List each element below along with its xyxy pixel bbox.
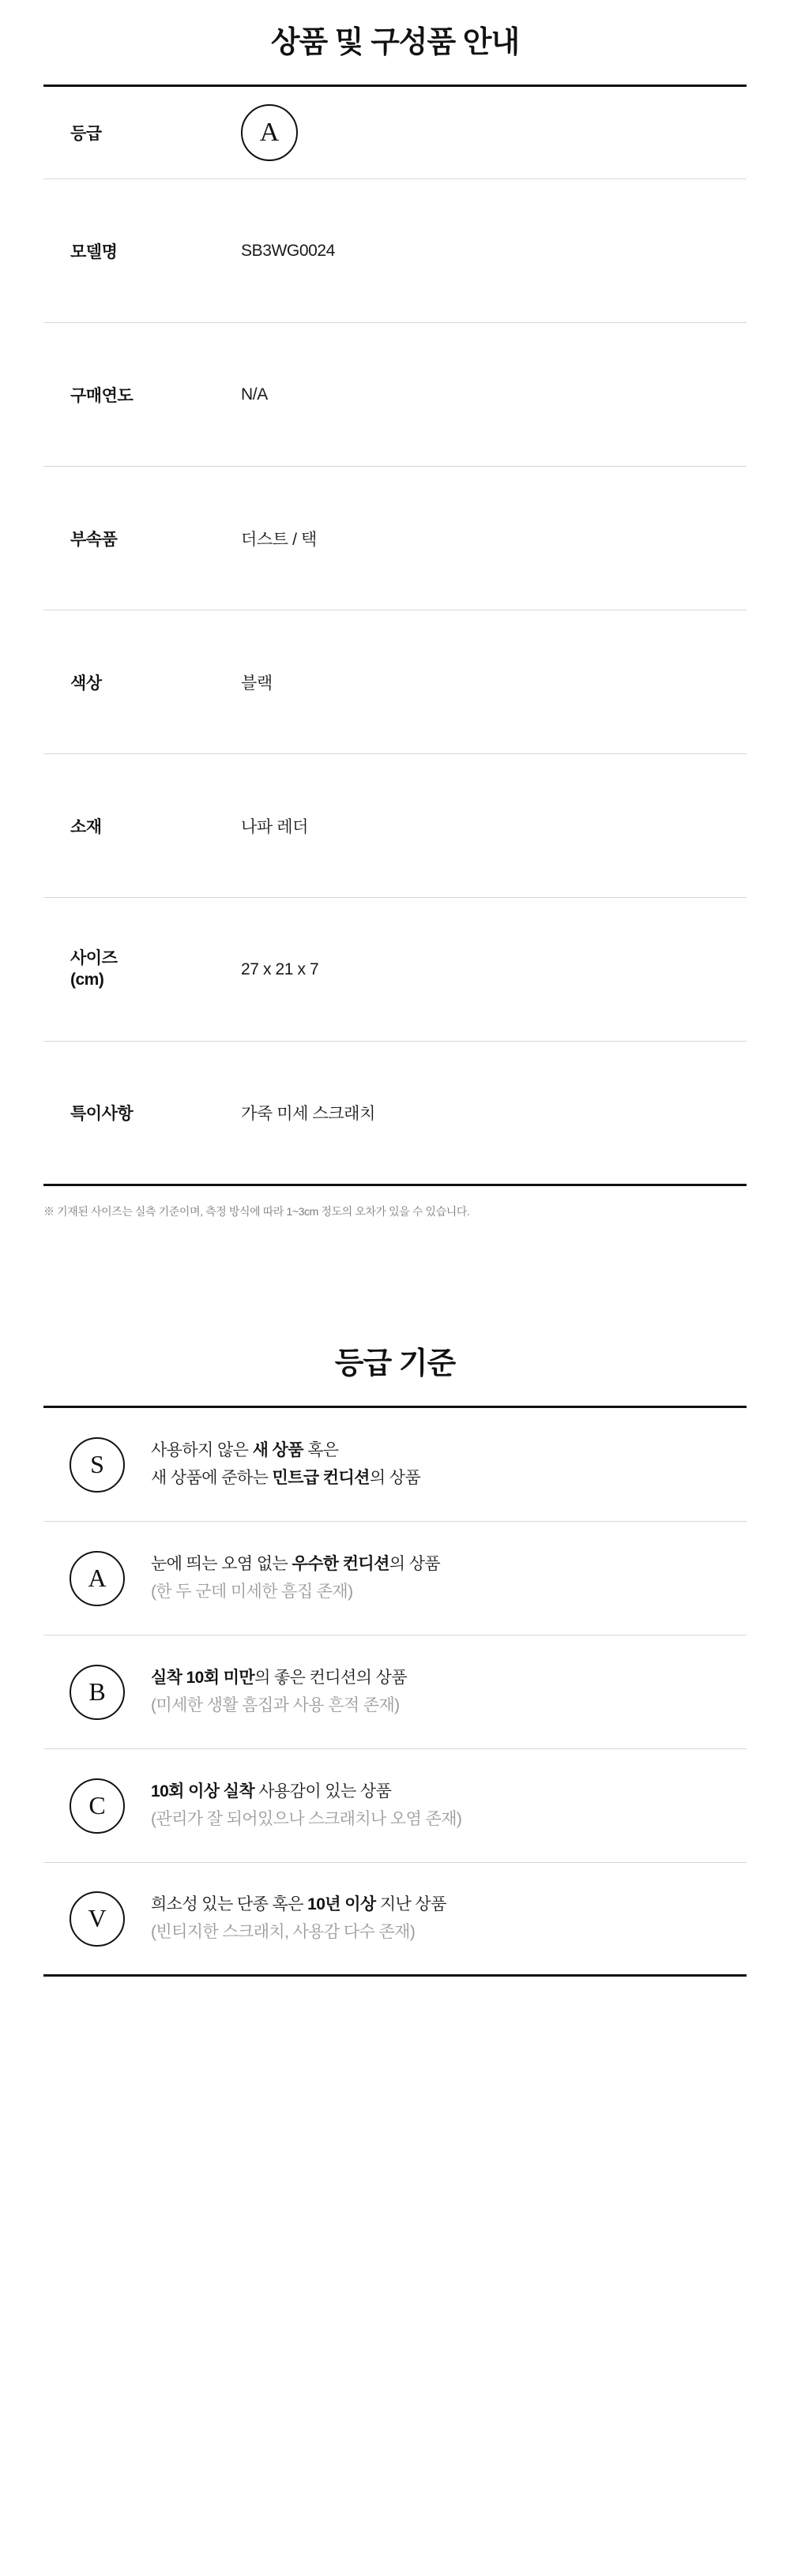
table-row bbox=[43, 86, 747, 179]
spec-table bbox=[43, 84, 747, 1186]
grade-line-2 bbox=[151, 1465, 731, 1492]
grade-line-sub: (한 두 군데 미세한 흠집 존재) bbox=[151, 1582, 353, 1601]
grade-line-1 bbox=[151, 1891, 731, 1918]
text-part: 새 상품에 준하는 bbox=[151, 1468, 273, 1487]
spec-value-accessories: 더스트 / 택 bbox=[241, 530, 317, 549]
product-info-section bbox=[0, 0, 790, 1220]
grade-section-title: 등급 기준 bbox=[334, 1347, 456, 1380]
grade-badge-icon: A bbox=[241, 104, 298, 161]
spec-label-material: 소재 bbox=[70, 817, 102, 836]
text-part: 눈에 띄는 오염 없는 bbox=[151, 1555, 292, 1574]
grade-row-v bbox=[43, 1863, 747, 1977]
grade-b-icon: B bbox=[70, 1665, 125, 1720]
spec-label-accessories: 부속품 bbox=[70, 530, 118, 549]
text-emphasis: 민트급 컨디션 bbox=[272, 1468, 370, 1487]
grade-line-sub: (관리가 잘 되어있으나 스크래치나 오염 존재) bbox=[151, 1809, 462, 1828]
text-emphasis: 10년 이상 bbox=[307, 1895, 376, 1914]
text-emphasis: 10회 이상 실착 bbox=[151, 1782, 255, 1801]
spec-label-color: 색상 bbox=[70, 674, 102, 693]
grade-line-sub: (미세한 생활 흠집과 사용 흔적 존재) bbox=[151, 1695, 400, 1714]
table-row bbox=[43, 1042, 747, 1185]
spec-label-size-line1: 사이즈 bbox=[70, 949, 118, 968]
table-row bbox=[43, 323, 747, 467]
spec-label-grade: 등급 bbox=[70, 125, 102, 143]
table-row bbox=[43, 610, 747, 754]
grade-a-icon: A bbox=[70, 1551, 125, 1606]
spec-value-size: 27 x 21 x 7 bbox=[241, 959, 319, 978]
spec-label-purchase-year: 구매연도 bbox=[70, 386, 134, 405]
text-part: 의 상품 bbox=[369, 1468, 421, 1487]
spec-label-size bbox=[43, 898, 209, 1042]
spec-value-color: 블랙 bbox=[241, 674, 273, 693]
grade-row-a bbox=[43, 1522, 747, 1635]
grade-line-1 bbox=[151, 1551, 731, 1578]
text-part: 사용감이 있는 상품 bbox=[254, 1782, 392, 1801]
table-row bbox=[43, 467, 747, 610]
grade-description bbox=[151, 1778, 747, 1832]
grade-badge-cell bbox=[43, 1891, 151, 1947]
grade-description bbox=[151, 1551, 747, 1605]
spec-value-purchase-year: N/A bbox=[241, 385, 268, 404]
spec-label-model: 모델명 bbox=[70, 242, 118, 261]
text-part: 의 상품 bbox=[389, 1555, 441, 1574]
size-footnote: ※ 기재된 사이즈는 실측 기준이며, 측정 방식에 따라 1~3cm 정도의 오차가 있을 수 있습니다. bbox=[43, 1205, 470, 1218]
grade-line-1 bbox=[151, 1665, 731, 1692]
text-part: 사용하지 않은 bbox=[151, 1441, 253, 1460]
grade-v-icon: V bbox=[70, 1891, 125, 1947]
text-emphasis: 우수한 컨디션 bbox=[292, 1555, 389, 1574]
grade-badge-cell bbox=[43, 1665, 151, 1720]
text-part: 희소성 있는 단종 혹은 bbox=[151, 1895, 308, 1914]
grade-criteria-section bbox=[0, 1339, 790, 1977]
grade-description bbox=[151, 1665, 747, 1718]
page-title: 상품 및 구성품 안내 bbox=[270, 26, 520, 59]
grade-row-c bbox=[43, 1749, 747, 1863]
grade-badge-cell bbox=[43, 1778, 151, 1834]
spec-label-notes: 특이사항 bbox=[70, 1105, 134, 1123]
text-part: 의 좋은 컨디션의 상품 bbox=[254, 1669, 407, 1688]
text-part: 지난 상품 bbox=[375, 1895, 446, 1914]
text-part: 혹은 bbox=[303, 1441, 339, 1460]
text-emphasis: 실착 10회 미만 bbox=[151, 1669, 255, 1688]
spec-value-material: 나파 레더 bbox=[241, 817, 308, 836]
grade-row-b bbox=[43, 1635, 747, 1749]
grade-line-1 bbox=[151, 1778, 731, 1805]
grade-line-sub: (빈티지한 스크래치, 사용감 다수 존재) bbox=[151, 1922, 416, 1941]
table-row bbox=[43, 898, 747, 1042]
bottom-spacer bbox=[0, 1977, 790, 2087]
grade-row-s bbox=[43, 1408, 747, 1522]
grade-table bbox=[43, 1406, 747, 1977]
grade-description bbox=[151, 1437, 747, 1491]
grade-badge-cell bbox=[43, 1437, 151, 1493]
spec-value-model: SB3WG0024 bbox=[241, 241, 335, 260]
text-emphasis: 새 상품 bbox=[252, 1441, 303, 1460]
spec-value-notes: 가죽 미세 스크래치 bbox=[241, 1105, 375, 1123]
spec-label-size-line2: (cm) bbox=[70, 970, 104, 989]
table-row bbox=[43, 754, 747, 898]
grade-line-1 bbox=[151, 1437, 731, 1464]
table-row bbox=[43, 179, 747, 323]
spec-value-grade bbox=[209, 86, 747, 179]
grade-badge-cell bbox=[43, 1551, 151, 1606]
grade-description bbox=[151, 1891, 747, 1945]
grade-s-icon: S bbox=[70, 1437, 125, 1493]
grade-c-icon: C bbox=[70, 1778, 125, 1834]
